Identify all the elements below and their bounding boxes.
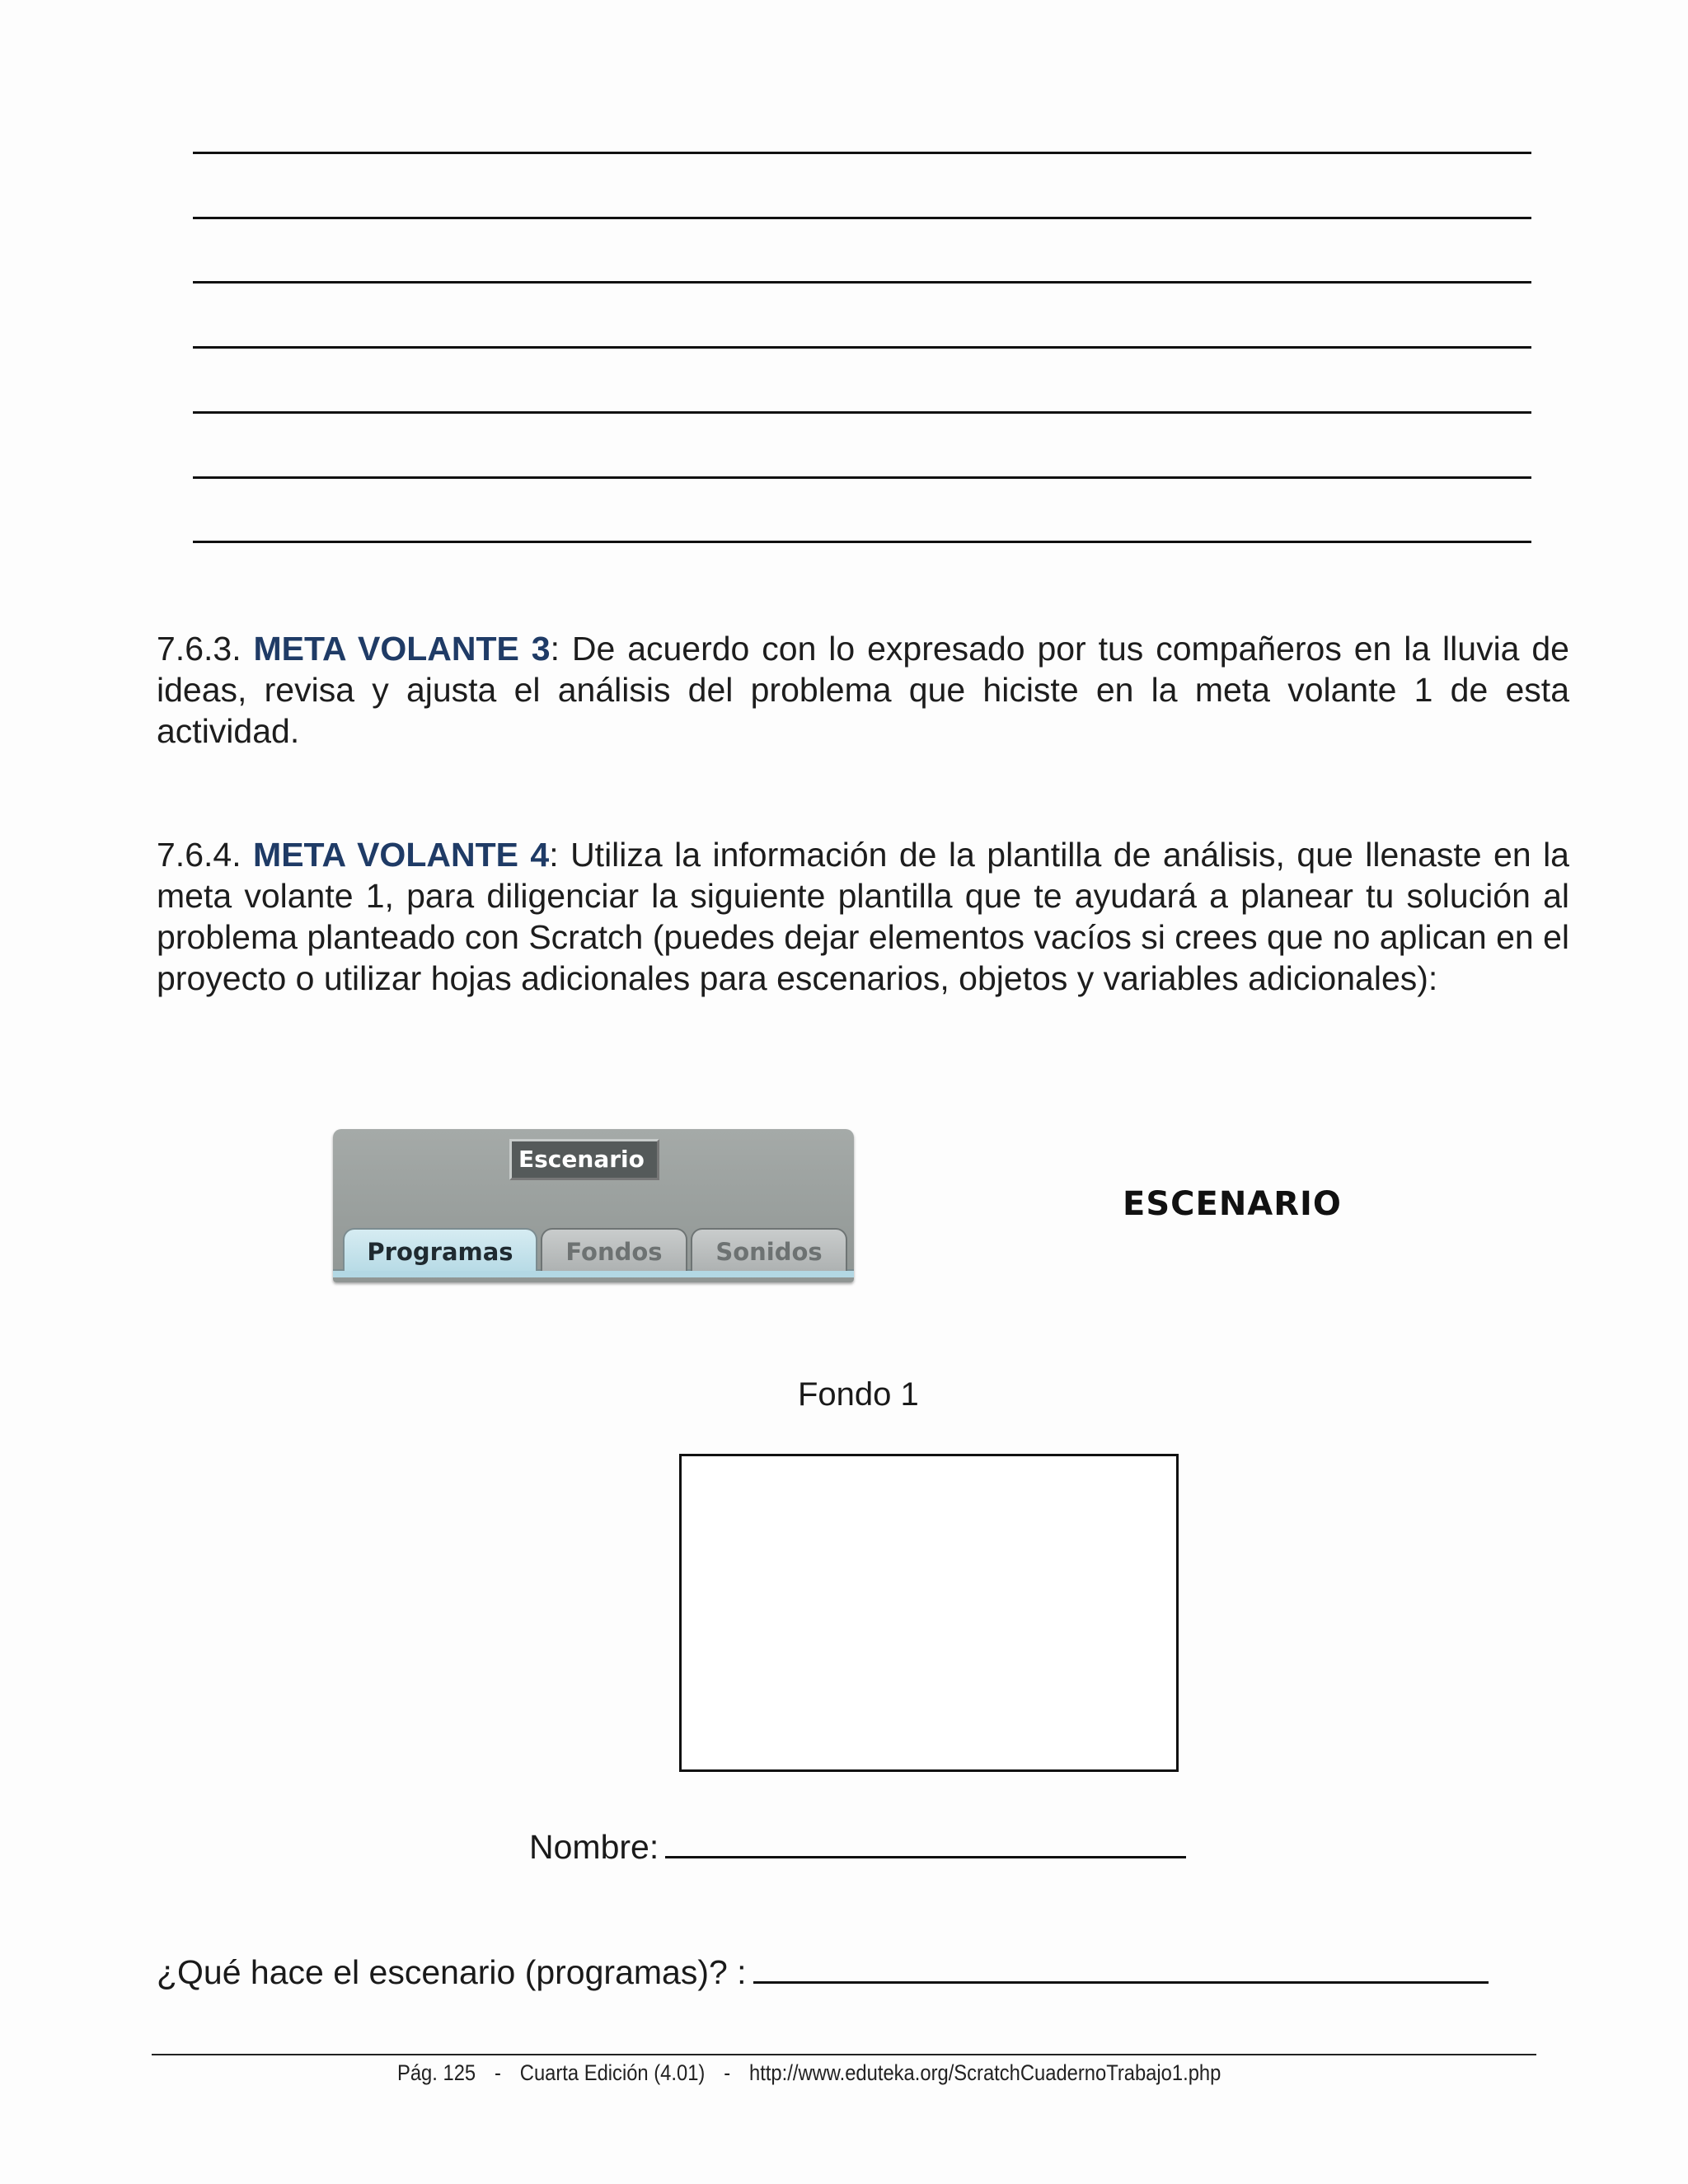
section-number: 7.6.3. (157, 630, 241, 668)
section-number: 7.6.4. (157, 836, 241, 874)
answer-line[interactable] (193, 152, 1531, 154)
question-label: ¿Qué hace el escenario (programas)? : (157, 1953, 747, 1991)
section-text: : De acuerdo con lo expresado por tus compañeros en la lluvia de ideas, revisa y ajusta el análisis del problema que hiciste en la meta volante 1 de esta actividad. (157, 630, 1569, 750)
section-text: : Utiliza la información de la plantilla de análisis, que llenaste en la meta volante 1, para diligenciar la siguiente plantilla que te ayudará a planear tu solución al problema planteado con Scratch (puedes dejar elementos vacíos si crees que no aplican en el proyecto o utilizar hojas adicionales para escenarios, objetos y variables adicionales): (157, 836, 1569, 997)
question-blank-line[interactable] (753, 1957, 1489, 1984)
fondo-drawing-box[interactable] (679, 1454, 1179, 1772)
answer-line[interactable] (193, 476, 1531, 479)
meta-label: META VOLANTE 3 (253, 630, 551, 668)
answer-line[interactable] (193, 541, 1531, 543)
footer-url: http://www.eduteka.org/ScratchCuadernoTrabajo1.php (749, 2060, 1221, 2085)
footer-separator: - (724, 2060, 731, 2085)
stage-name-field: Escenario (509, 1139, 659, 1180)
answer-line[interactable] (193, 217, 1531, 219)
answer-line[interactable] (193, 411, 1531, 414)
scratch-stage-tabs-image (333, 1129, 854, 1282)
answer-line[interactable] (193, 346, 1531, 349)
programas-question-row (157, 1953, 1489, 1992)
meta-label: META VOLANTE 4 (253, 836, 550, 874)
answer-line[interactable] (193, 281, 1531, 284)
fondo-label: Fondo 1 (798, 1376, 919, 1413)
nombre-row (529, 1828, 1186, 1867)
nombre-blank-line[interactable] (665, 1831, 1186, 1858)
tab-sonidos: Sonidos (691, 1228, 847, 1271)
page-footer (397, 2060, 1221, 2086)
section-meta-volante-4 (157, 834, 1569, 999)
section-meta-volante-3 (157, 628, 1569, 752)
nombre-label: Nombre: (529, 1828, 659, 1866)
tab-fondos: Fondos (541, 1228, 687, 1271)
tab-programas: Programas (343, 1228, 537, 1271)
footer-separator: - (495, 2060, 501, 2085)
escenario-heading: ESCENARIO (1123, 1185, 1342, 1223)
scratch-tab-bar (340, 1225, 847, 1271)
footer-page-number: Pág. 125 (397, 2060, 476, 2085)
footer-divider (152, 2054, 1536, 2055)
footer-edition: Cuarta Edición (4.01) (519, 2060, 706, 2085)
